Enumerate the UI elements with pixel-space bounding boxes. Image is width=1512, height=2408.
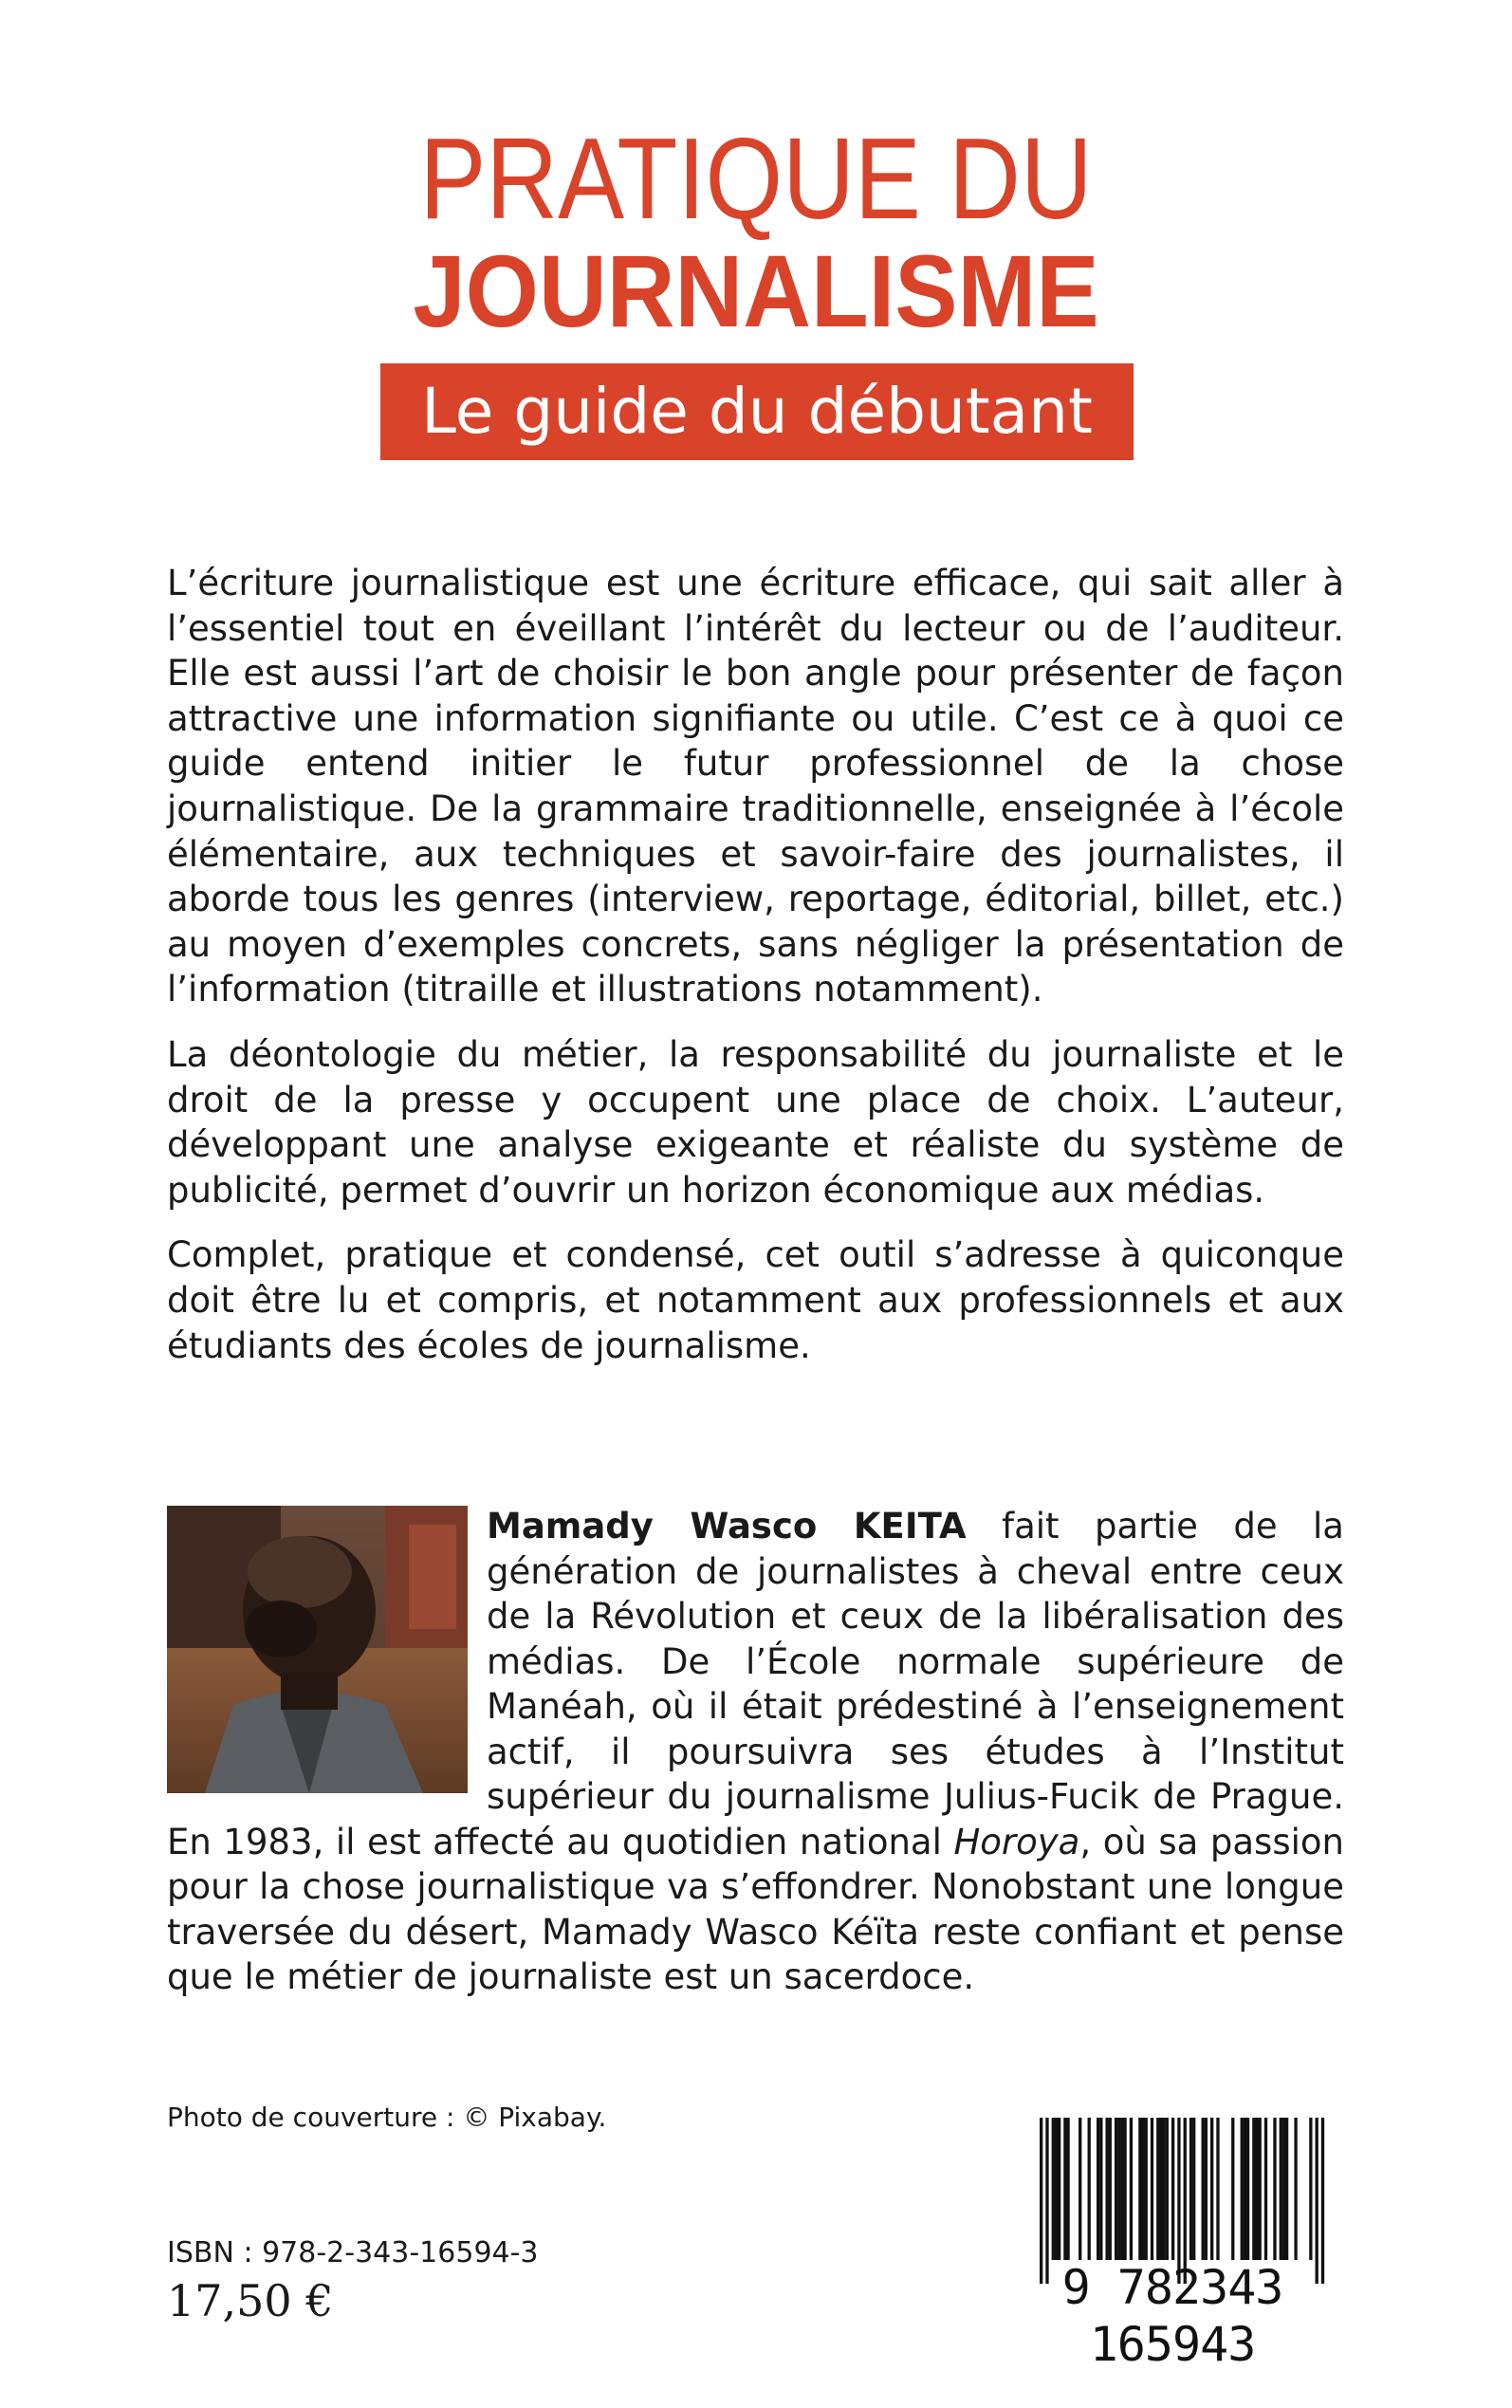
barcode-bar [1151,2118,1153,2260]
description-block [167,561,1344,1388]
barcode-bar [1252,2118,1255,2260]
barcode-bar [1282,2118,1285,2260]
barcode-bar [1241,2118,1244,2260]
barcode-bar [1246,2118,1249,2260]
barcode-bar [1294,2118,1297,2260]
barcode-bar [1109,2118,1112,2260]
author-name: Mamady Wasco KEITA [487,1506,967,1547]
barcode-bar [1120,2118,1123,2260]
barcode-bar [1166,2118,1169,2260]
barcode-bar [1162,2118,1165,2260]
barcode-bar [1105,2118,1108,2260]
barcode-bar [1097,2118,1099,2260]
price: 17,50 € [167,2275,334,2326]
barcode-bar [1309,2118,1312,2260]
photo-float-spacer [167,1504,487,1790]
barcode-bar [1259,2118,1262,2260]
barcode-bar [1216,2118,1219,2260]
barcode-bar [1244,2118,1246,2260]
barcode-bar [1171,2118,1174,2260]
barcode-bar [1210,2118,1213,2260]
barcode-bar [1052,2118,1055,2260]
barcode-bar [1145,2118,1148,2260]
barcode-bar [1202,2118,1205,2260]
barcode-bar [1079,2118,1081,2260]
title-line-1: PRATIQUE DU [419,114,1093,243]
barcode-bar [1159,2118,1162,2260]
barcode-bar [1192,2118,1195,2260]
title-line-2: JOURNALISME [413,233,1099,348]
isbn: ISBN : 978-2-343-16594-3 [167,2236,539,2269]
barcode-bar [1141,2118,1144,2260]
barcode-bar [1285,2118,1288,2260]
barcode-bar [1117,2118,1120,2260]
journal-name: Horoya [953,1821,1080,1862]
barcode-bar [1273,2118,1276,2260]
barcode-bar [1115,2118,1117,2260]
barcode-bar [1055,2118,1058,2260]
description-paragraph-2: La déontologie du métier, la responsabilité du journaliste et le droit de la presse y occupent une place de choix. L’auteur, développant une analyse exigeante et réaliste du système de publicité, permet d’ouvrir un horizon économique aux médias. [167,1033,1344,1211]
barcode-bar [1205,2118,1208,2260]
description-paragraph-3: Complet, pratique et condensé, cet outil s’adresse à quiconque doit être lu et compris, et notamment aux professionnels et aux étudiants des écoles de journalisme. [167,1234,1344,1366]
barcode-bar [1255,2118,1258,2260]
barcode-bar [1066,2118,1069,2260]
barcode-bar [1138,2118,1141,2260]
description-paragraph-1: L’écriture journalistique est une écriture efficace, qui sait aller à l’essentiel tout en éveillant l’intérêt du lecteur ou de l’auditeur. Elle est aussi l’art de choisir le bon angle pour présenter de façon attractive une information signifiante ou utile. C’est ce à quoi ce guide entend initier le futur professionnel de la chose journalistique. De la grammaire traditionnelle, enseignée à l’école élémentaire, aux techniques et savoir-faire des journalistes, il aborde tous les genres (interview, reportage, éditorial, billet, etc.) au moyen d’exemples concrets, sans négliger la présentation de l’information (titraille et illustrations notamment). [167,563,1344,1010]
barcode-bar [1099,2118,1102,2260]
barcode-bar [1130,2118,1133,2260]
photo-credit: Photo de couverture : © Pixabay. [167,2102,607,2133]
subtitle-banner: Le guide du débutant [380,363,1134,460]
author-bio-text-1: fait partie de la génération de journalistes à cheval entre ceux de la Révolution et ceux de la libéralisation des médias. De l’École normale supérieure de Manéah, où il était prédestiné à l’enseignement actif, il poursuivra ses études à l’Institut supérieur du journalisme Julius-Fucik de Prague. En 1983, il est affecté au quotidien national [167,1506,1344,1862]
barcode-digits: 9 782343 165943 [1061,2260,1283,2372]
author-bio-text-2: , où sa passion pour la chose journalistique va s’effondrer. Nonobstant une longue traversée du désert, Mamady Wasco Kéïta reste confiant et pense que le métier de journaliste est un sacerdoce. [167,1821,1344,1997]
barcode-bar [1156,2118,1159,2260]
barcode-bar [1231,2118,1234,2260]
barcode-bar [1264,2118,1267,2260]
author-bio [167,1504,1344,2000]
barcode-bar [1280,2118,1282,2260]
barcode-bar [1123,2118,1126,2260]
barcode-bar [1189,2118,1192,2260]
barcode-bar [1063,2118,1066,2260]
barcode-bar [1088,2118,1091,2260]
barcode-bar [1058,2118,1060,2260]
